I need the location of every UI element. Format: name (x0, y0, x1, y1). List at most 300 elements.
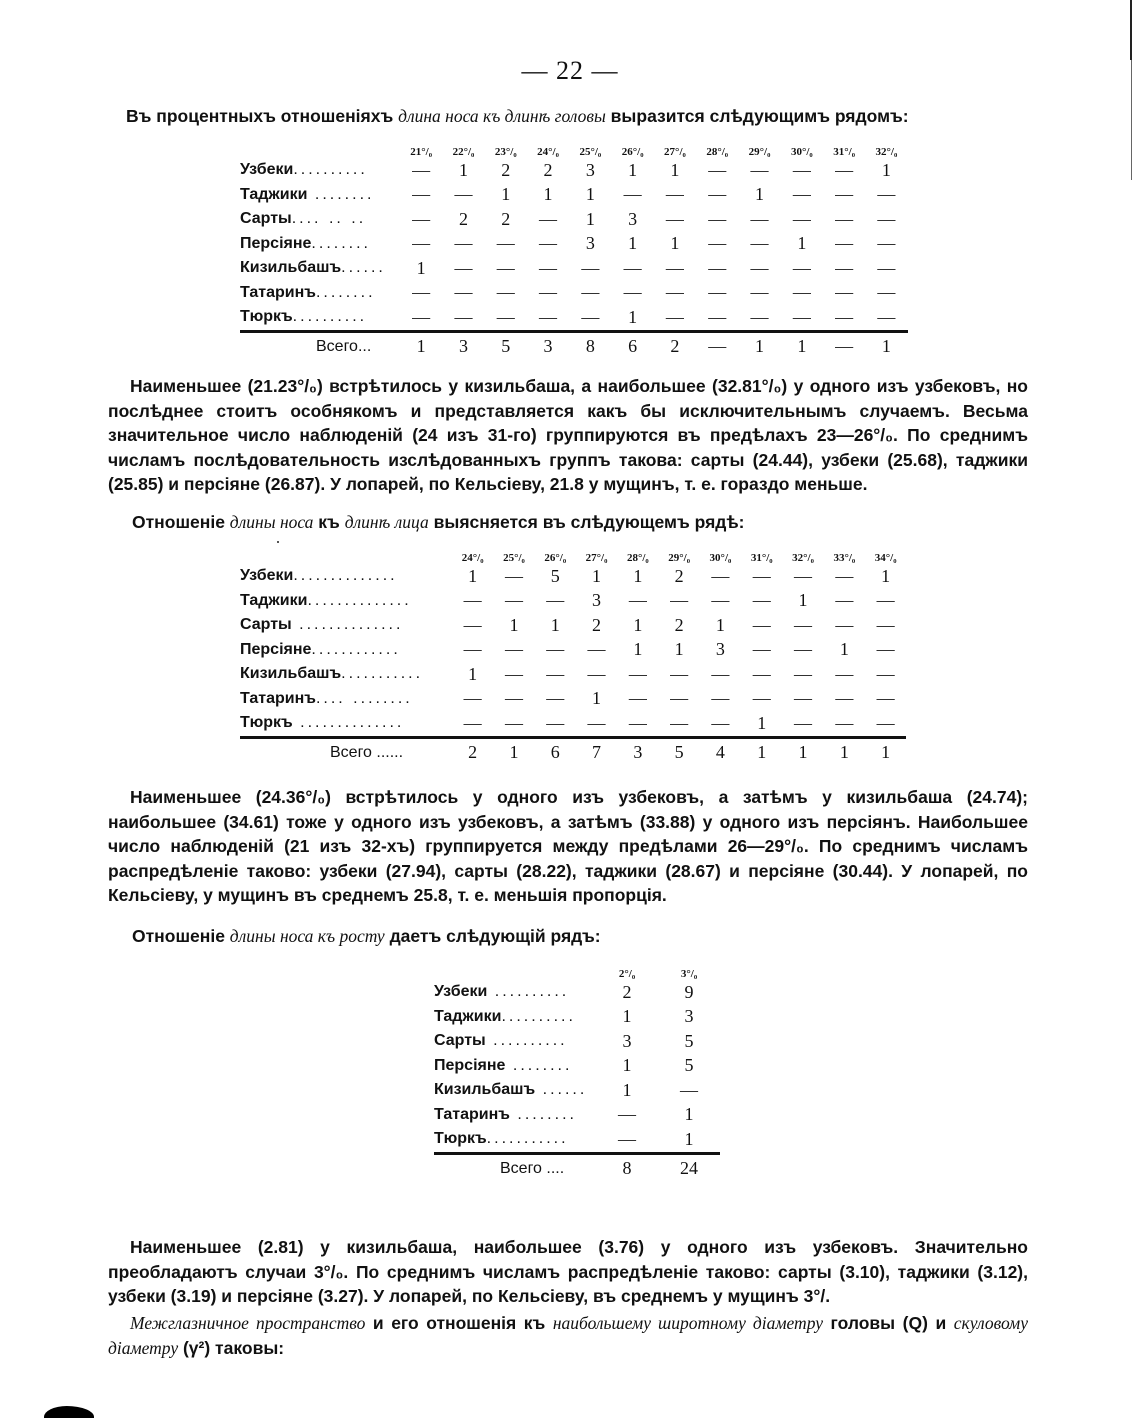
cell-value: 1 (674, 639, 684, 660)
row-label (240, 687, 452, 712)
italic-term: скуловому діаметру (108, 1313, 1028, 1358)
table-row (240, 613, 906, 638)
column-header: 27°/₀ (664, 146, 686, 158)
total-value: 1 (865, 737, 906, 765)
total-row (240, 331, 908, 359)
leader-dots: .......... (501, 1007, 576, 1025)
cell-value: 3 (592, 590, 602, 611)
cell-value: — (708, 208, 727, 229)
cell-value: 2 (622, 981, 632, 1002)
row-label (434, 980, 596, 1005)
cell-value: — (708, 233, 727, 254)
cell-value: — (877, 184, 896, 205)
cell-value: — (708, 306, 727, 327)
table-header-row (240, 138, 908, 158)
intro-italic-term: длины носа (229, 512, 314, 532)
cell-value: — (750, 282, 769, 303)
leader-dots: ........ (509, 1105, 577, 1123)
table-row (240, 662, 906, 687)
intro-italic-term: длины носа къ росту (229, 926, 385, 946)
cell-value: — (412, 282, 431, 303)
cell-value: 3 (622, 1030, 632, 1051)
cell-value: — (412, 306, 431, 327)
cell-value: 1 (585, 208, 595, 229)
cell-value: — (750, 306, 769, 327)
table-row (434, 1005, 720, 1030)
cell-value: — (539, 257, 558, 278)
cell-value: — (750, 257, 769, 278)
cell-value: 1 (458, 159, 468, 180)
cell-value: 3 (585, 233, 595, 254)
cell-value: — (835, 590, 854, 611)
intro-text: Отношеніе (132, 512, 230, 532)
row-label (240, 207, 400, 232)
page-edge-mark (1130, 0, 1132, 60)
section3-paragraph: Наименьшее (2.81) у кизильбаша, наибольшее (3.76) у одного изъ узбековъ. Значительно преобладаютъ случаи 3°/₀. По среднимъ числамъ распредѣленіе таково: сарты (3.10), таджики (3.12), узбеки (3.19) и персіяне (3.27). У лопарей, по Кельсіеву, въ среднемъ у мущинъ 3°/. (108, 1237, 1028, 1306)
cell-value: 1 (592, 565, 602, 586)
table-header-row (240, 544, 906, 564)
cell-value: 1 (633, 639, 643, 660)
cell-value: — (581, 306, 600, 327)
leader-dots: ........... (341, 665, 424, 683)
row-label (434, 1054, 596, 1079)
cell-value: 1 (628, 233, 638, 254)
table-nose-to-height (434, 960, 720, 1181)
table-row (434, 1029, 720, 1054)
cell-value: — (623, 282, 642, 303)
section2-intro (132, 512, 745, 533)
column-header: 29°/₀ (748, 146, 771, 158)
print-speck (277, 541, 279, 543)
table-row (240, 305, 908, 331)
leader-dots: .............. (291, 616, 404, 634)
cell-value: — (792, 282, 811, 303)
cell-value: — (665, 208, 684, 229)
cell-value: — (504, 639, 523, 660)
column-header: 34°/₀ (874, 552, 897, 564)
total-label: Всего .... (434, 1153, 596, 1181)
column-header: 24°/₀ (537, 146, 559, 158)
total-value: 6 (535, 737, 576, 765)
cell-value: — (750, 233, 769, 254)
cell-value: — (752, 565, 771, 586)
cell-value: — (792, 159, 811, 180)
cell-value: 1 (592, 688, 602, 709)
leader-dots: .............. (292, 714, 405, 732)
cell-value: — (670, 663, 689, 684)
cell-value: 1 (797, 233, 807, 254)
cell-value: 1 (468, 663, 478, 684)
total-value: 3 (442, 331, 484, 359)
table-row (240, 232, 908, 257)
total-label: Всего... (240, 331, 400, 359)
cell-value: — (711, 663, 730, 684)
cell-value: 2 (543, 159, 553, 180)
cell-value: 2 (674, 565, 684, 586)
total-value: 5 (658, 737, 699, 765)
cell-value: — (504, 663, 523, 684)
total-value: 4 (700, 737, 741, 765)
cell-value: — (412, 233, 431, 254)
leader-dots: .............. (293, 567, 398, 585)
body-text: головы (Q) и (822, 1313, 954, 1333)
leader-dots: ...... (535, 1081, 588, 1099)
cell-value: — (496, 233, 515, 254)
cell-value: — (539, 233, 558, 254)
cell-value: 2 (592, 614, 602, 635)
cell-value: — (665, 184, 684, 205)
cell-value: — (539, 306, 558, 327)
cell-value: 2 (501, 208, 511, 229)
cell-value: — (628, 688, 647, 709)
column-header: 33°/₀ (833, 552, 856, 564)
table-nose-to-face-length (240, 544, 906, 765)
cell-value: — (794, 639, 813, 660)
row-label (240, 564, 452, 589)
cell-value: — (463, 688, 482, 709)
cell-value: — (877, 306, 896, 327)
cell-value: 5 (550, 565, 560, 586)
cell-value: 1 (628, 159, 638, 180)
cell-value: — (628, 590, 647, 611)
cell-value: — (708, 184, 727, 205)
page-number: — 22 — (521, 56, 619, 85)
group-name: Татаринъ (240, 689, 316, 707)
cell-value: — (835, 184, 854, 205)
leader-dots: ...... (341, 259, 386, 277)
cell-value: — (546, 712, 565, 733)
cell-value: 3 (715, 639, 725, 660)
italic-term: наибольшему широтному діаметру (552, 1313, 823, 1333)
total-value: 1 (865, 331, 907, 359)
cell-value: — (711, 688, 730, 709)
cell-value: — (539, 282, 558, 303)
total-value: 3 (617, 737, 658, 765)
row-label (240, 589, 452, 614)
group-name: Персіяне (240, 640, 312, 658)
intro-text: выясняется въ слѣдующемъ рядѣ: (428, 512, 745, 532)
group-name: Кизильбашъ (434, 1081, 536, 1099)
cell-value: — (794, 614, 813, 635)
cell-value: 1 (670, 159, 680, 180)
cell-value: — (454, 184, 473, 205)
column-header: 24°/₀ (461, 552, 484, 564)
cell-value: 1 (509, 614, 519, 635)
cell-value: — (504, 712, 523, 733)
cell-value: — (752, 688, 771, 709)
total-value: 3 (527, 331, 569, 359)
cell-value: — (877, 233, 896, 254)
column-header: 31°/₀ (750, 552, 773, 564)
cell-value: — (835, 688, 854, 709)
group-name: Кизильбашъ (240, 259, 342, 277)
cell-value: 1 (633, 565, 643, 586)
cell-value: — (454, 257, 473, 278)
cell-value: 1 (622, 1055, 632, 1076)
cell-value: — (835, 233, 854, 254)
cell-value: — (546, 663, 565, 684)
total-value: 8 (569, 331, 611, 359)
cell-value: — (877, 282, 896, 303)
table-row (240, 158, 908, 183)
cell-value: — (794, 663, 813, 684)
cell-value: — (876, 614, 895, 635)
cell-value: — (750, 208, 769, 229)
section2-paragraph: Наименьшее (24.36°/₀) встрѣтилось у одного изъ узбековъ, а затѣмъ у кизильбаша (24.74); наибольшее (34.61) тоже у одного изъ узбековъ, а затѣмъ (33.88) у одного изъ персіянъ. Наибольшее число наблюденій (21 изъ 32-хъ) группируется между предѣлами 26—29°/₀. По среднимъ числамъ распредѣленіе таково: узбеки (27.94), сарты (28.22), таджики (28.67) и персіяне (30.44). У лопарей, по Кельсіеву, у мущинъ въ среднемъ 25.8, т. е. меньшія пропорція. (108, 787, 1028, 905)
group-name: Кизильбашъ (240, 665, 342, 683)
cell-value: 5 (684, 1030, 694, 1051)
cell-value: — (680, 1079, 698, 1100)
cell-value: — (835, 712, 854, 733)
cell-value: 3 (585, 159, 595, 180)
italic-term: Межглазничное пространство (130, 1313, 366, 1333)
cell-value: — (618, 1128, 636, 1149)
column-header: 28°/₀ (706, 146, 729, 158)
cell-value: — (628, 663, 647, 684)
cell-value: 1 (416, 257, 426, 278)
column-header: 3°/₀ (680, 968, 698, 980)
group-name: Персіяне (434, 1056, 506, 1074)
row-label (434, 1005, 596, 1030)
column-header: 28°/₀ (626, 552, 649, 564)
intro-text: Отношеніе (132, 926, 230, 946)
cell-value: — (581, 282, 600, 303)
cell-value: 1 (622, 1079, 632, 1100)
cell-value: — (794, 565, 813, 586)
cell-value: — (587, 639, 606, 660)
row-label (240, 638, 452, 663)
group-name: Таджики (434, 1007, 502, 1025)
group-name: Татаринъ (240, 283, 316, 301)
cell-value: — (835, 306, 854, 327)
table-row (434, 1078, 720, 1103)
cell-value: — (835, 208, 854, 229)
cell-value: — (876, 663, 895, 684)
column-header: 32°/₀ (875, 146, 898, 158)
row-label (434, 1127, 596, 1153)
table-row (240, 256, 908, 281)
cell-value: — (463, 639, 482, 660)
cell-value: — (752, 614, 771, 635)
cell-value: 1 (585, 184, 595, 205)
body-text: и его отношенія къ (365, 1313, 553, 1333)
table-header-row (434, 960, 720, 980)
cell-value: — (877, 208, 896, 229)
cell-value: — (454, 233, 473, 254)
cell-value: — (412, 159, 431, 180)
leader-dots: .......... (485, 1032, 568, 1050)
column-header: 26°/₀ (621, 146, 644, 158)
row-label (240, 281, 400, 306)
column-header: 31°/₀ (833, 146, 855, 158)
row-label (240, 183, 400, 208)
cell-value: 9 (684, 981, 694, 1002)
cell-value: — (463, 712, 482, 733)
table-row (240, 207, 908, 232)
group-name: Узбеки (240, 567, 294, 585)
cell-value: — (504, 590, 523, 611)
column-header: 26°/₀ (544, 552, 567, 564)
section1-intro (126, 106, 909, 127)
row-label (240, 711, 452, 737)
cell-value: 1 (670, 233, 680, 254)
cell-value: — (670, 688, 689, 709)
total-value: 1 (781, 331, 823, 359)
table-row (240, 711, 906, 737)
group-name: Персіяне (240, 234, 312, 252)
cell-value: — (711, 565, 730, 586)
total-value: 7 (576, 737, 617, 765)
cell-value: — (708, 282, 727, 303)
total-value: — (696, 331, 738, 359)
table-row (434, 1103, 720, 1128)
cell-value: 1 (622, 1006, 632, 1027)
table-row (240, 564, 906, 589)
cell-value: — (454, 282, 473, 303)
cell-value: — (792, 208, 811, 229)
table-row (434, 1054, 720, 1079)
cell-value: — (504, 688, 523, 709)
row-label (240, 158, 400, 183)
column-header: 29°/₀ (668, 552, 691, 564)
cell-value: — (708, 257, 727, 278)
cell-value: — (750, 159, 769, 180)
body-text: (γ²) таковы: (178, 1337, 285, 1358)
column-header: 2°/₀ (618, 968, 636, 980)
cell-value: 1 (757, 712, 767, 733)
group-name: Тюркъ (434, 1130, 487, 1148)
group-name: Татаринъ (434, 1105, 510, 1123)
cell-value: — (876, 688, 895, 709)
table-row (240, 281, 908, 306)
cell-value: — (711, 590, 730, 611)
total-value: 1 (738, 331, 780, 359)
row-label (240, 305, 400, 331)
cell-value: — (454, 306, 473, 327)
cell-value: — (623, 257, 642, 278)
total-value: 6 (611, 331, 653, 359)
cell-value: — (546, 639, 565, 660)
cell-value: — (546, 590, 565, 611)
cell-value: — (618, 1104, 636, 1125)
row-label (434, 1078, 596, 1103)
row-label (240, 613, 452, 638)
cell-value: — (792, 257, 811, 278)
cell-value: 2 (458, 208, 468, 229)
leader-dots: ........ (315, 283, 376, 301)
leader-dots: .......... (487, 983, 570, 1001)
cell-value: — (835, 257, 854, 278)
cell-value: — (711, 712, 730, 733)
group-name: Узбеки (434, 983, 488, 1001)
group-name: Таджики (240, 591, 308, 609)
cell-value: — (876, 590, 895, 611)
cell-value: 1 (684, 1128, 694, 1149)
column-header: 25°/₀ (503, 552, 525, 564)
cell-value: — (792, 306, 811, 327)
total-value: 1 (400, 331, 442, 359)
cell-value: — (752, 639, 771, 660)
cell-value: — (412, 184, 431, 205)
intro-text: даетъ слѣдующій рядъ: (384, 926, 601, 946)
column-header: 27°/₀ (585, 552, 608, 564)
cell-value: — (587, 663, 606, 684)
column-header: 30°/₀ (790, 146, 813, 158)
cell-value: — (752, 663, 771, 684)
total-value: 8 (596, 1153, 658, 1181)
cell-value: — (835, 159, 854, 180)
cell-value: — (670, 590, 689, 611)
leader-dots: ........ (505, 1056, 573, 1074)
cell-value: — (463, 614, 482, 635)
intro-italic-term: длина носа къ длинѣ головы (398, 106, 606, 126)
section3-intro (132, 926, 601, 947)
intro-italic-term: длинѣ лица (344, 512, 429, 532)
intro-text: къ (313, 512, 345, 532)
total-value: 1 (493, 737, 534, 765)
cell-value: — (876, 712, 895, 733)
row-label (240, 256, 400, 281)
group-name: Сарты (434, 1032, 486, 1050)
cell-value: 1 (755, 184, 765, 205)
cell-value: 1 (633, 614, 643, 635)
group-name: Узбеки (240, 161, 294, 179)
total-label: Всего ...... (240, 737, 452, 765)
total-row (434, 1153, 720, 1181)
table-row (240, 638, 906, 663)
cell-value: 1 (839, 639, 849, 660)
leader-dots: ........ (311, 234, 371, 252)
cell-value: — (581, 257, 600, 278)
cell-value: — (835, 282, 854, 303)
cell-value: 1 (881, 159, 891, 180)
column-header: 32°/₀ (792, 552, 814, 564)
cell-value: 1 (798, 590, 808, 611)
cell-value: — (665, 257, 684, 278)
cell-value: — (876, 639, 895, 660)
leader-dots: ........ (307, 185, 375, 203)
total-value: 5 (485, 331, 527, 359)
cell-value: — (794, 688, 813, 709)
total-value: — (823, 331, 865, 359)
cell-value: 1 (715, 614, 725, 635)
cell-value: — (463, 590, 482, 611)
cell-value: — (546, 688, 565, 709)
cell-value: — (412, 208, 431, 229)
cell-value: — (835, 614, 854, 635)
group-name: Тюркъ (240, 714, 293, 732)
table-row (240, 687, 906, 712)
total-value: 1 (824, 737, 865, 765)
intro-text: выразится слѣдующимъ рядомъ: (605, 106, 909, 126)
leader-dots: ............ (311, 640, 401, 658)
column-header: 30°/₀ (709, 552, 732, 564)
column-header: 21°/₀ (410, 146, 433, 158)
cell-value: — (835, 663, 854, 684)
total-row (240, 737, 906, 765)
row-label (434, 1029, 596, 1054)
leader-dots: ........... (486, 1130, 569, 1148)
intro-text: Въ процентныхъ отношеніяхъ (126, 106, 399, 126)
cell-value: — (504, 565, 523, 586)
cell-value: — (539, 208, 558, 229)
cell-value: — (752, 590, 771, 611)
row-label (240, 232, 400, 257)
cell-value: — (496, 306, 515, 327)
cell-value: — (794, 712, 813, 733)
group-name: Тюркъ (240, 308, 293, 326)
total-value: 2 (654, 331, 696, 359)
